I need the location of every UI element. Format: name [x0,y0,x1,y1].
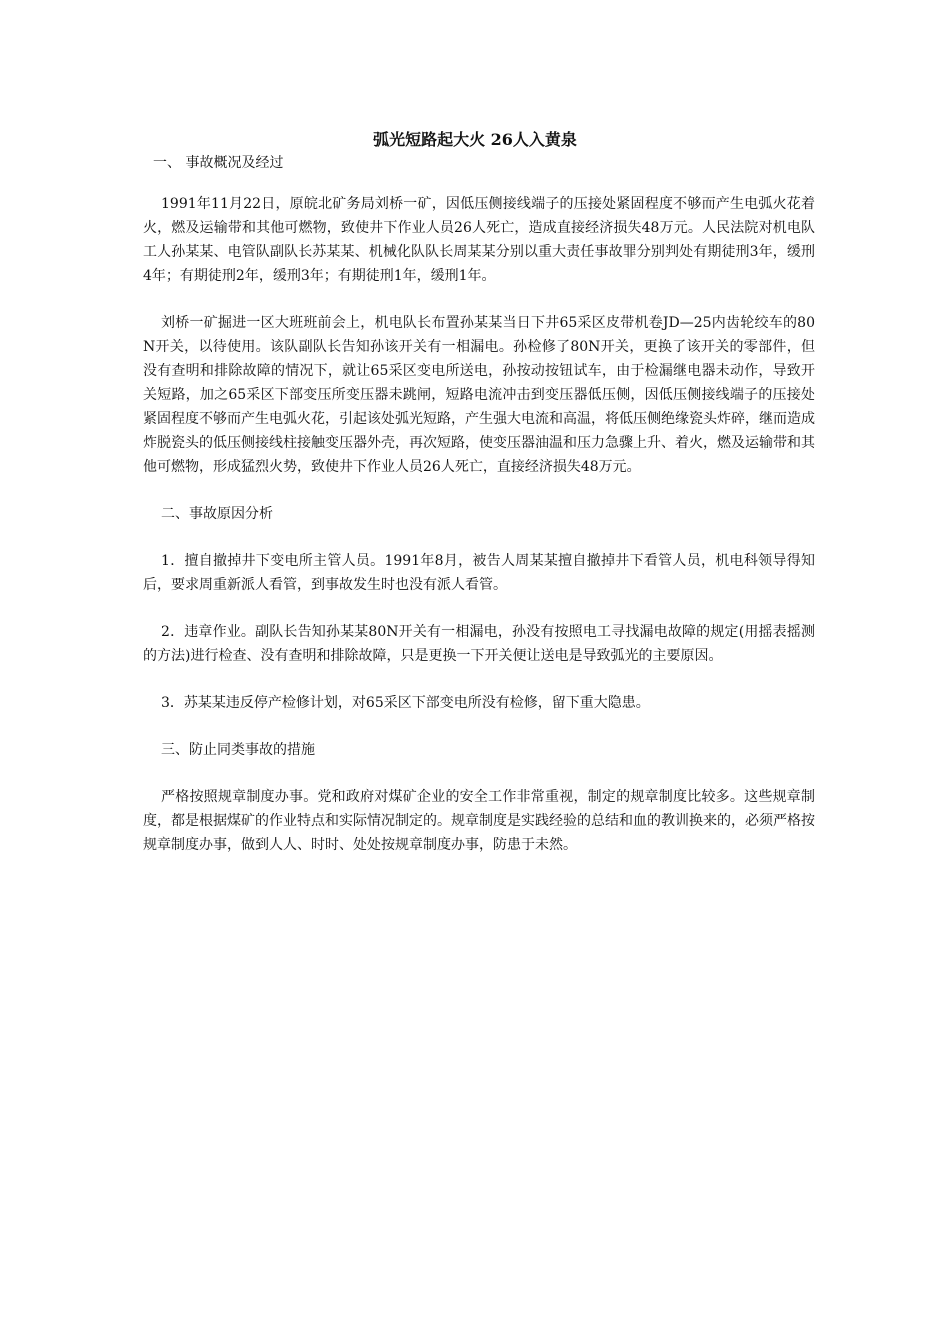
section-3-paragraph-1: 严格按照规章制度办事。党和政府对煤矿企业的安全工作非常重视，制定的规章制度比较多。这些规章制度，都是根据煤矿的作业特点和实际情况制定的。规章制度是实践经验的总结和血的教训换来的，必须严格按规章制度办事，做到人人、时时、处处按规章制度办事，防患于未然。 [143,789,815,853]
section-1-heading: 一、 事故概况及经过 [153,155,284,171]
section-1-paragraph-2: 刘桥一矿掘进一区大班班前会上，机电队长布置孙某某当日下井65采区皮带机卷JD—25内齿轮绞车的80N开关，以待使用。该队副队长告知孙该开关有一相漏电。孙检修了80N开关，更换了该开关的零部件，但没有查明和排除故障的情况下，就让65采区变电所送电，孙按动按钮试车，由于检漏继电器未动作，导致开关短路，加之65采区下部变压所变压器未跳闸，短路电流冲击到变压器低压侧，因低压侧接线端子的压接处紧固程度不够而产生电弧火花，引起该处弧光短路，产生强大电流和高温，将低压侧绝缘瓷头炸碎，继而造成炸脱瓷头的低压侧接线柱接触变压器外壳，再次短路，使变压器油温和压力急骤上升、着火，燃及运输带和其他可燃物，形成猛烈火势，致使井下作业人员26人死亡，直接经济损失48万元。 [143,315,815,475]
section-2-item-1: 1．擅自撤掉井下变电所主管人员。1991年8月，被告人周某某擅自撤掉井下看管人员，机电科领导得知后，要求周重新派人看管，到事故发生时也没有派人看管。 [143,553,815,593]
section-2-item-2: 2．违章作业。副队长告知孙某某80N开关有一相漏电，孙没有按照电工寻找漏电故障的规定(用摇表摇测的方法)进行检查、没有查明和排除故障，只是更换一下开关便让送电是导致弧光的主要原因。 [143,624,815,664]
document-title: 弧光短路起大火 26人入黄泉 [373,130,577,149]
section-2-heading: 二、事故原因分析 [161,506,273,522]
document-body [143,152,815,880]
section-2-item-3: 3．苏某某违反停产检修计划，对65采区下部变电所没有检修，留下重大隐患。 [161,695,650,711]
section-1-paragraph-1: 1991年11月22日，原皖北矿务局刘桥一矿，因低压侧接线端子的压接处紧固程度不够而产生电弧火花着火，燃及运输带和其他可燃物，致使井下作业人员26人死亡，造成直接经济损失48万元。人民法院对机电队工人孙某某、电管队副队长苏某某、机械化队队长周某某分别以重大责任事故罪分别判处有期徒刑3年，缓刑4年；有期徒刑2年，缓刑3年；有期徒刑1年，缓刑1年。 [143,196,815,284]
section-3-heading: 三、防止同类事故的措施 [161,742,315,758]
